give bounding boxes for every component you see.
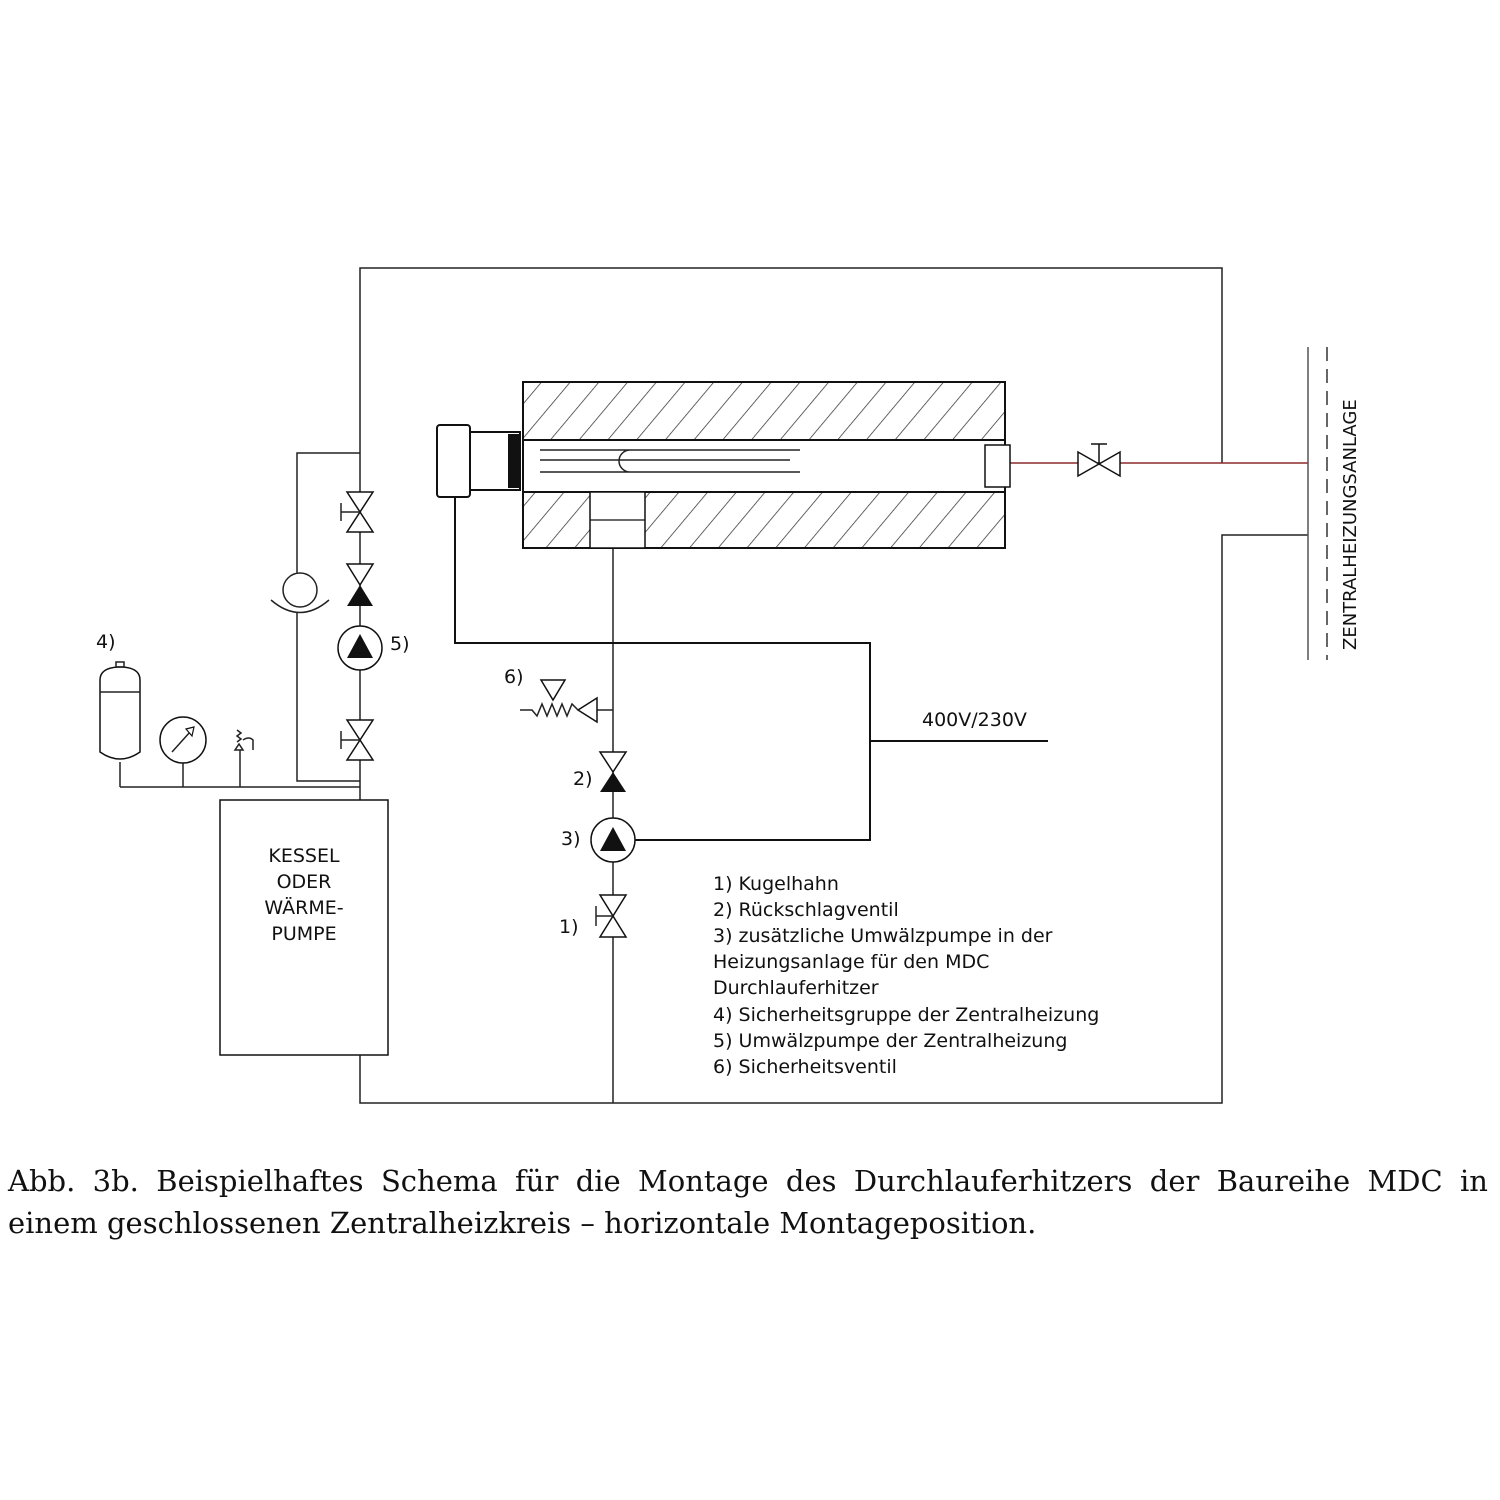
safety-valve-icon [520, 680, 613, 722]
figure-caption: Abb. 3b. Beispielhaftes Schema für die Montage des Durchlauferhitzers der Baureihe MDC in einem geschlossenen Zentralheizkreis – horizontale Montageposition. [8, 1164, 1488, 1240]
system-label: ZENTRALHEIZUNGSANLAGE [1340, 399, 1361, 650]
boiler-label: WÄRME- [264, 897, 344, 919]
marker-5: 5) [390, 633, 410, 655]
marker-1: 1) [559, 916, 579, 938]
marker-3: 3) [561, 828, 581, 850]
legend [713, 873, 1099, 1078]
legend-item: 2) Rückschlagventil [713, 899, 899, 921]
heater-pump-icon [591, 818, 635, 862]
circulation-pump-icon [338, 626, 382, 670]
ball-valve-icon [596, 895, 626, 937]
check-valve-icon [347, 564, 373, 606]
ball-valve-icon [341, 492, 373, 532]
ball-valve-icon [341, 720, 373, 760]
boiler-label: PUMPE [271, 923, 337, 945]
legend-item: 6) Sicherheitsventil [713, 1056, 897, 1078]
legend-item: 3) zusätzliche Umwälzpumpe in der [713, 925, 1053, 947]
boiler-branch [120, 453, 360, 787]
boiler [220, 800, 388, 1055]
vent-valve-icon [235, 730, 253, 750]
pressure-gauge-icon [160, 717, 206, 763]
voltage-label: 400V/230V [922, 709, 1027, 731]
legend-item: 5) Umwälzpumpe der Zentralheizung [713, 1030, 1068, 1052]
boiler-label: ODER [276, 871, 332, 893]
marker-6: 6) [504, 666, 524, 688]
legend-item: Heizungsanlage für den MDC [713, 951, 990, 973]
legend-item: 1) Kugelhahn [713, 873, 839, 895]
central-heating-connection [1308, 347, 1361, 660]
legend-item: 4) Sicherheitsgruppe der Zentralheizung [713, 1004, 1100, 1026]
expansion-vessel-icon [100, 662, 140, 759]
boiler-label: KESSEL [268, 845, 340, 867]
supply-valve-icon [1078, 444, 1120, 476]
legend-item: Durchlauferhitzer [713, 977, 879, 999]
marker-2: 2) [573, 768, 593, 790]
marker-4: 4) [96, 631, 116, 653]
flow-heater [437, 382, 1010, 548]
check-valve-icon [600, 752, 626, 792]
